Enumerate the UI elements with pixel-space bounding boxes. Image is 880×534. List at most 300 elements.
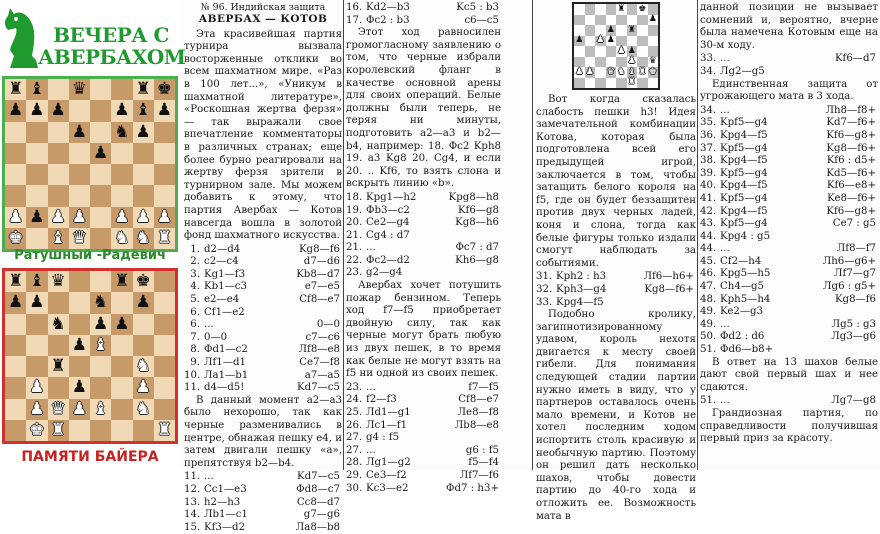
board-square bbox=[48, 207, 69, 228]
white-move: f2—f3 bbox=[366, 394, 397, 406]
board-square bbox=[627, 46, 638, 57]
board-square bbox=[5, 100, 26, 121]
paragraph: Единственная защита от угрожающего мата в 3 хода. bbox=[700, 78, 878, 103]
white-move: Kd2—b3 bbox=[366, 2, 410, 13]
move-number: 43. bbox=[700, 218, 717, 230]
board-square bbox=[637, 15, 648, 26]
move-number: 4. bbox=[190, 281, 200, 293]
board-square bbox=[627, 36, 638, 47]
logo-line-1: ВЕЧЕРА С bbox=[53, 23, 169, 47]
black-pawn-icon: ♟ bbox=[606, 24, 615, 35]
move-row bbox=[184, 522, 342, 534]
black-move: Kg8—f6 bbox=[298, 243, 340, 255]
paragraph: Грандиозная партия, по справедливости получившая первый приз за красоту. bbox=[700, 408, 878, 445]
board-square bbox=[133, 377, 154, 398]
white-move: Лf1—d1 bbox=[204, 357, 246, 369]
move-number: 9. bbox=[190, 357, 200, 369]
move-row bbox=[346, 445, 501, 458]
move-number: 1. bbox=[190, 243, 200, 255]
move-row bbox=[184, 357, 342, 370]
board-square bbox=[574, 4, 585, 15]
board-square bbox=[48, 399, 69, 420]
white-rook-icon: ♜ bbox=[638, 66, 647, 77]
board-square bbox=[637, 57, 648, 68]
board-square bbox=[111, 207, 132, 228]
board-square bbox=[154, 79, 175, 100]
black-move: g6 : f5 bbox=[465, 444, 499, 456]
board-square bbox=[637, 46, 648, 57]
white-move: c2—c4 bbox=[204, 256, 239, 268]
board-square bbox=[111, 164, 132, 185]
black-move: Лb8—e8 bbox=[454, 419, 499, 431]
white-move: Ce2—g4 bbox=[366, 217, 410, 229]
board-square bbox=[574, 57, 585, 68]
chess-diagram bbox=[572, 2, 660, 90]
board-square bbox=[627, 78, 638, 89]
move-row bbox=[536, 271, 696, 284]
text-column-3 bbox=[536, 2, 696, 522]
board-square bbox=[606, 36, 617, 47]
board-square bbox=[133, 100, 154, 121]
board-square bbox=[585, 25, 596, 36]
board-square bbox=[90, 335, 111, 356]
paragraph: Эта красивейшая партия турнира вызвала восторженные отклики во всем шахматном мире. «Раз в 100 лет...», «Уникум в шахматной литературе», «Роскошная жертва ферзя» — так выражали свое впечатление комментаторы в различных странах; еще более бурно реагировали на жертву ферзя зрители в турнирном зале. Мы можем добавить к этому, что партия Авербах — Котов навсегда вошла в золотой фонд шахматного искусства. bbox=[184, 28, 342, 242]
black-move bbox=[799, 344, 878, 357]
board-square bbox=[111, 228, 132, 249]
text-column-1 bbox=[184, 2, 342, 533]
black-move: Лf7—g7 bbox=[834, 268, 876, 280]
board-square bbox=[606, 57, 617, 68]
board-square bbox=[574, 78, 585, 89]
white-pawn-icon: ♟ bbox=[575, 66, 584, 77]
board-square bbox=[606, 46, 617, 57]
board-square bbox=[90, 79, 111, 100]
board-square bbox=[5, 228, 26, 249]
board-square bbox=[637, 67, 648, 78]
move-number: 37. bbox=[700, 142, 717, 154]
white-queen-icon: ♛ bbox=[50, 398, 66, 419]
white-move: ... bbox=[720, 243, 730, 255]
move-number: 51. bbox=[700, 344, 717, 356]
board-square bbox=[69, 207, 90, 228]
black-king-icon: ♚ bbox=[638, 3, 647, 14]
white-move: Фc2—d2 bbox=[366, 254, 410, 266]
move-list bbox=[184, 471, 342, 534]
board-square bbox=[595, 67, 606, 78]
board-square bbox=[616, 78, 627, 89]
board-square bbox=[69, 399, 90, 420]
paragraph: Авербах хочет потушить пожар бензином. Теперь ход f7—f5 приобретает двойную силу, так как черные могут брать любую из двух пешек, в то время как белые не могут взять на f5 ни одной из своих пешек. bbox=[346, 280, 501, 380]
move-row bbox=[700, 105, 878, 118]
black-rook-icon: ♜ bbox=[114, 271, 130, 292]
board-square bbox=[133, 143, 154, 164]
board-square bbox=[5, 335, 26, 356]
black-move: Kg8—f6 bbox=[834, 293, 876, 305]
black-move: Фd8—c7 bbox=[296, 483, 340, 495]
board-square bbox=[5, 207, 26, 228]
board-square bbox=[26, 356, 47, 377]
move-number: 13. bbox=[184, 496, 201, 508]
top-board-frame bbox=[2, 76, 178, 252]
black-move: Kd5—f6+ bbox=[826, 167, 876, 179]
white-knight-icon: ♞ bbox=[135, 227, 151, 248]
board-square bbox=[154, 335, 175, 356]
board-square bbox=[111, 399, 132, 420]
chessboard-top bbox=[5, 79, 175, 249]
board-square bbox=[69, 420, 90, 441]
white-move: Kg1—f3 bbox=[204, 268, 246, 280]
move-row bbox=[346, 217, 501, 230]
black-king-icon: ♚ bbox=[135, 271, 151, 292]
move-number: 31. bbox=[536, 271, 553, 283]
board-square bbox=[648, 36, 659, 47]
move-number: 12. bbox=[184, 483, 201, 495]
board-square bbox=[133, 292, 154, 313]
move-row bbox=[184, 344, 342, 357]
move-row bbox=[700, 180, 878, 193]
white-rook-icon: ♜ bbox=[627, 77, 636, 88]
move-row bbox=[346, 192, 501, 205]
white-move: Фd6—b8+ bbox=[720, 344, 774, 356]
paragraph: Этот ход равносилен громогласному заявлению о том, что черные избрали королевский фланг в качестве основной арены для своих операций. Белые должны были теперь, не теряя ни минуты, подготовить a2—a3 и b2—b4, например: 18. Фc2 Kph8 19. a3 Kg8 20. Cg4, и если 20. .. Kf6, то взять слона и вскрыть линию «b». bbox=[346, 27, 501, 190]
move-row bbox=[700, 319, 878, 332]
move-row bbox=[346, 394, 501, 407]
move-row bbox=[700, 294, 878, 307]
board-square bbox=[595, 15, 606, 26]
black-pawn-icon: ♟ bbox=[29, 206, 45, 227]
white-pawn-icon: ♟ bbox=[114, 206, 130, 227]
move-number: 27. bbox=[346, 444, 363, 456]
bottom-board-frame bbox=[2, 268, 178, 444]
board-square bbox=[48, 420, 69, 441]
game-heading: № 96. Индийская защита bbox=[200, 2, 326, 13]
board-square bbox=[154, 164, 175, 185]
board-square bbox=[90, 292, 111, 313]
board-square bbox=[5, 377, 26, 398]
black-pawn-icon: ♟ bbox=[71, 121, 87, 142]
move-row bbox=[700, 168, 878, 181]
move-number: 23. bbox=[346, 267, 363, 279]
move-number: 40. bbox=[700, 180, 717, 192]
board-square bbox=[5, 185, 26, 206]
move-number: 27. bbox=[346, 432, 363, 444]
move-number: 33. bbox=[700, 53, 717, 65]
board-square bbox=[69, 164, 90, 185]
move-number: 30. bbox=[346, 482, 363, 494]
board-square bbox=[154, 271, 175, 292]
board-square bbox=[585, 15, 596, 26]
black-pawn-icon: ♟ bbox=[71, 334, 87, 355]
move-list bbox=[536, 271, 696, 309]
board-square bbox=[585, 78, 596, 89]
black-move: Лe8—f8 bbox=[457, 407, 499, 418]
move-number: 34. bbox=[700, 104, 717, 116]
black-move: Kf6—g8+ bbox=[826, 129, 876, 141]
board-square bbox=[69, 79, 90, 100]
move-number: 19. bbox=[346, 204, 363, 216]
move-number: 3. bbox=[190, 268, 200, 280]
move-row bbox=[184, 256, 342, 269]
board-square bbox=[616, 67, 627, 78]
board-square bbox=[154, 399, 175, 420]
white-move: Kpg4—f5 bbox=[556, 296, 604, 308]
black-move: Cc8—d7 bbox=[296, 496, 340, 508]
move-list bbox=[346, 192, 501, 280]
white-bishop-icon: ♝ bbox=[93, 334, 109, 355]
board-square bbox=[48, 122, 69, 143]
white-move: ... bbox=[720, 104, 730, 116]
move-number: 28. bbox=[346, 457, 363, 469]
board-square bbox=[637, 4, 648, 15]
white-pawn-icon: ♟ bbox=[50, 206, 66, 227]
white-rook-icon: ♜ bbox=[156, 419, 172, 440]
move-row bbox=[346, 2, 501, 15]
board-square bbox=[90, 164, 111, 185]
board-square bbox=[154, 228, 175, 249]
board-square bbox=[5, 143, 26, 164]
board-square bbox=[26, 207, 47, 228]
move-number: 44. bbox=[700, 243, 717, 255]
board-square bbox=[585, 67, 596, 78]
white-move: h2—h3 bbox=[204, 496, 241, 508]
board-square bbox=[648, 25, 659, 36]
black-move: e7—e5 bbox=[304, 281, 340, 293]
move-number: 5. bbox=[190, 294, 200, 306]
white-move: Kpf5—g4 bbox=[720, 167, 768, 179]
move-number: 15. bbox=[184, 521, 201, 533]
text-column-2 bbox=[346, 2, 501, 494]
move-number: 11. bbox=[184, 471, 201, 483]
board-square bbox=[90, 420, 111, 441]
white-knight-icon: ♞ bbox=[135, 356, 151, 377]
board-square bbox=[26, 122, 47, 143]
move-number: 24. bbox=[346, 394, 363, 406]
black-move: Лg5 : g3 bbox=[831, 318, 876, 330]
white-move: Kph2 : h3 bbox=[556, 271, 607, 283]
black-move: Лg3—g6 bbox=[831, 331, 876, 343]
board-square bbox=[133, 228, 154, 249]
white-move: ... bbox=[720, 318, 730, 330]
move-row bbox=[346, 407, 501, 420]
move-row bbox=[700, 193, 878, 206]
top-board-caption: Ратушный -Радевич bbox=[14, 248, 166, 263]
board-square bbox=[69, 377, 90, 398]
board-square bbox=[26, 314, 47, 335]
board-square bbox=[5, 122, 26, 143]
move-row bbox=[184, 269, 342, 282]
white-move: Лb1—c1 bbox=[204, 509, 248, 521]
black-knight-icon: ♞ bbox=[114, 121, 130, 142]
black-bishop-icon: ♝ bbox=[29, 79, 45, 100]
black-move: Kf6—e8+ bbox=[826, 180, 876, 192]
move-number: 33. bbox=[536, 296, 553, 308]
move-row bbox=[536, 284, 696, 297]
black-move: Лa8—b8 bbox=[295, 521, 340, 533]
move-row bbox=[700, 306, 878, 319]
black-move: Kf6—g8 bbox=[457, 204, 499, 216]
board-square bbox=[154, 292, 175, 313]
move-row bbox=[184, 509, 342, 522]
white-move: Ce3—f2 bbox=[366, 469, 407, 481]
black-pawn-icon: ♟ bbox=[606, 35, 615, 46]
board-square bbox=[154, 122, 175, 143]
black-pawn-icon: ♟ bbox=[114, 100, 130, 121]
black-move: Лg7—g8 bbox=[831, 395, 876, 407]
black-move: Фc7 : d7 bbox=[455, 242, 499, 254]
board-square bbox=[5, 292, 26, 313]
black-move: 0—0 bbox=[316, 319, 340, 331]
move-number: 41. bbox=[700, 192, 717, 204]
move-number: 18. bbox=[346, 191, 363, 203]
move-row bbox=[700, 117, 878, 130]
board-square bbox=[5, 271, 26, 292]
black-move: Kpg8—h8 bbox=[448, 191, 499, 203]
move-number: 49. bbox=[700, 318, 717, 330]
board-square bbox=[90, 356, 111, 377]
black-knight-icon: ♞ bbox=[93, 292, 109, 313]
move-number: 50. bbox=[700, 331, 717, 343]
board-square bbox=[48, 79, 69, 100]
board-square bbox=[648, 15, 659, 26]
move-list bbox=[346, 2, 501, 27]
black-bishop-icon: ♝ bbox=[29, 271, 45, 292]
move-number: 23. bbox=[346, 381, 363, 393]
white-move: ... bbox=[720, 395, 730, 407]
white-king-icon: ♚ bbox=[648, 66, 657, 77]
move-row bbox=[700, 395, 878, 408]
move-number: 10. bbox=[184, 369, 201, 381]
white-move: Kpg4—f5 bbox=[720, 129, 768, 141]
white-move: Cg4 : d7 bbox=[366, 229, 410, 241]
black-move bbox=[434, 230, 502, 243]
move-number: 17. bbox=[346, 14, 363, 26]
board-square bbox=[5, 420, 26, 441]
move-row bbox=[346, 382, 501, 395]
board-square bbox=[5, 399, 26, 420]
board-square bbox=[90, 271, 111, 292]
move-number: 2. bbox=[190, 256, 200, 268]
board-square bbox=[574, 46, 585, 57]
board-square bbox=[90, 228, 111, 249]
white-move: ... bbox=[366, 444, 376, 456]
black-rook-icon: ♜ bbox=[8, 271, 24, 292]
move-row bbox=[700, 268, 878, 281]
board-square bbox=[48, 356, 69, 377]
board-square bbox=[133, 420, 154, 441]
white-pawn-icon: ♟ bbox=[29, 398, 45, 419]
white-move: ... bbox=[366, 381, 376, 393]
move-number: 6. bbox=[190, 306, 200, 318]
black-queen-icon: ♛ bbox=[648, 56, 657, 67]
white-move: Фc2 : b3 bbox=[366, 14, 410, 26]
move-row bbox=[700, 206, 878, 219]
black-move: f5—f4 bbox=[468, 457, 499, 469]
chessboard-bottom bbox=[5, 271, 175, 441]
board-square bbox=[111, 335, 132, 356]
black-move: Kd7—c5 bbox=[297, 382, 340, 394]
move-row bbox=[346, 470, 501, 483]
white-move: ... bbox=[366, 242, 376, 254]
board-square bbox=[69, 228, 90, 249]
board-square bbox=[595, 46, 606, 57]
move-row bbox=[346, 255, 501, 268]
move-number: 26. bbox=[346, 419, 363, 431]
black-move: c7—c6 bbox=[305, 331, 340, 343]
white-move: 0—0 bbox=[204, 331, 228, 343]
board-square bbox=[90, 207, 111, 228]
move-number: 8. bbox=[190, 344, 200, 356]
board-square bbox=[90, 185, 111, 206]
sidebar bbox=[0, 0, 186, 470]
board-square bbox=[585, 4, 596, 15]
move-row bbox=[700, 331, 878, 344]
white-move: Фb3—c2 bbox=[366, 204, 410, 216]
board-square bbox=[48, 292, 69, 313]
board-square bbox=[616, 36, 627, 47]
move-row bbox=[700, 66, 878, 79]
move-number: 39. bbox=[700, 167, 717, 179]
move-number: 46. bbox=[700, 268, 717, 280]
move-number: 11. bbox=[184, 382, 201, 394]
white-move: Cc1—e3 bbox=[204, 483, 247, 495]
white-queen-icon: ♛ bbox=[71, 227, 87, 248]
move-number: 34. bbox=[700, 65, 717, 77]
paragraph: Вот когда сказалась слабость пешки h3! Идея замечательной комбинации Котова, которая была подготовлена всей его предыдущей игрой, заключается в том, чтобы затащить белого короля на f5, где он будет беззащитен против двух черных ладей, коня и слона, тогда как белые фигуры только издали смогут наблюдать за событиями. bbox=[536, 94, 696, 269]
board-square bbox=[48, 335, 69, 356]
board-square bbox=[154, 377, 175, 398]
black-pawn-icon: ♟ bbox=[135, 292, 151, 313]
move-row bbox=[700, 243, 878, 256]
board-square bbox=[48, 271, 69, 292]
black-move: Kf6 : d5+ bbox=[826, 155, 876, 167]
black-queen-icon: ♛ bbox=[71, 79, 87, 100]
black-king-icon: ♚ bbox=[156, 79, 172, 100]
white-move: Ke2—g3 bbox=[720, 306, 764, 318]
white-pawn-icon: ♟ bbox=[627, 56, 636, 67]
white-move: Фd2 : d6 bbox=[720, 331, 765, 343]
board-square bbox=[69, 356, 90, 377]
move-number: 35. bbox=[700, 117, 717, 129]
board-square bbox=[5, 164, 26, 185]
black-pawn-icon: ♟ bbox=[93, 313, 109, 334]
move-row bbox=[184, 294, 342, 307]
white-pawn-icon: ♟ bbox=[135, 377, 151, 398]
game-players: АВЕРБАХ — КОТОВ bbox=[198, 13, 328, 25]
board-square bbox=[616, 57, 627, 68]
black-move bbox=[626, 297, 696, 310]
board-square bbox=[90, 377, 111, 398]
move-row bbox=[700, 281, 878, 294]
black-move: d7—d6 bbox=[303, 256, 340, 268]
move-row bbox=[184, 484, 342, 497]
black-pawn-icon: ♟ bbox=[135, 121, 151, 142]
white-move: Kpg5—h5 bbox=[720, 268, 771, 280]
white-king-icon: ♚ bbox=[29, 419, 45, 440]
board-square bbox=[26, 420, 47, 441]
board-square bbox=[69, 100, 90, 121]
black-move bbox=[799, 66, 878, 79]
white-move: d4—d5! bbox=[204, 382, 245, 394]
move-number: 7. bbox=[190, 331, 200, 343]
column-divider bbox=[532, 0, 533, 470]
board-square bbox=[606, 78, 617, 89]
black-bishop-icon: ♝ bbox=[135, 100, 151, 121]
white-move: g2—g4 bbox=[366, 267, 403, 279]
black-knight-icon: ♞ bbox=[50, 313, 66, 334]
black-pawn-icon: ♟ bbox=[575, 35, 584, 46]
board-square bbox=[48, 377, 69, 398]
board-square bbox=[26, 185, 47, 206]
